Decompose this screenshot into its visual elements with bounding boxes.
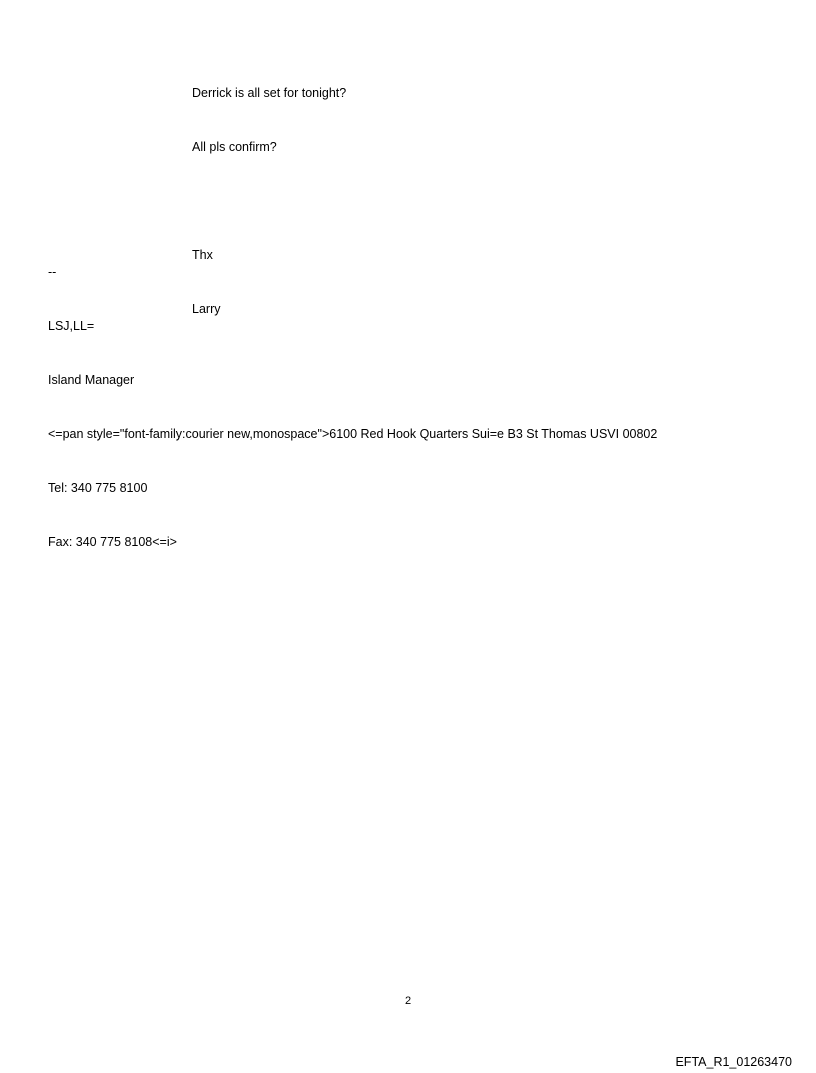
bates-number: EFTA_R1_01263470 xyxy=(675,1055,792,1069)
signature-initials: LSJ,LL= xyxy=(48,319,95,333)
paragraph-gap xyxy=(192,192,346,210)
signature-fax: Fax: 340 775 8108<=i> xyxy=(48,535,177,549)
page-number: 2 xyxy=(404,995,412,1007)
signature-tel: Tel: 340 775 8100 xyxy=(48,481,148,495)
signature-address: <=pan style="font-family:courier new,monospace">6100 Red Hook Quarters Sui=e B3 St Thomas USVI 00802 xyxy=(48,427,658,441)
message-sender: Larry xyxy=(192,302,221,316)
message-closing: Thx xyxy=(192,248,213,262)
message-line-1: Derrick is all set for tonight? xyxy=(192,86,347,100)
signature-title: Island Manager xyxy=(48,373,135,387)
signature-separator: -- xyxy=(48,265,57,279)
email-signature xyxy=(48,227,657,587)
message-line-2: All pls confirm? xyxy=(192,140,277,154)
